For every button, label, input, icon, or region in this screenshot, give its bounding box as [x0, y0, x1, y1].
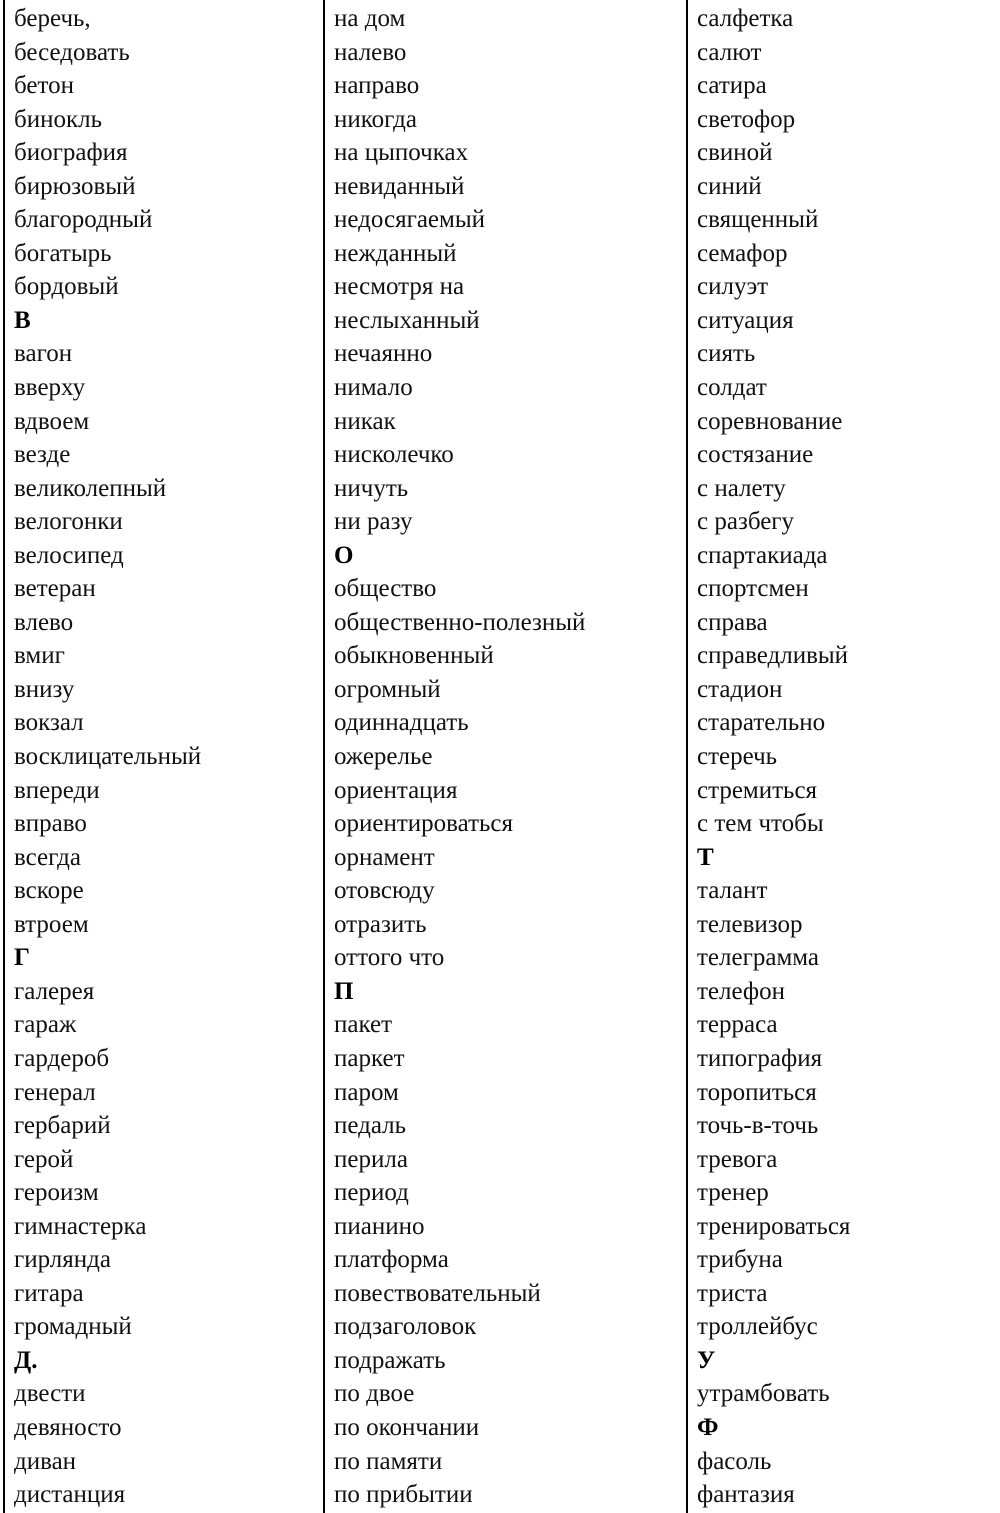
letter-heading: У [697, 1346, 716, 1374]
word-item: герой [14, 1145, 74, 1173]
word-item: влево [14, 608, 74, 636]
word-item: солдат [697, 374, 767, 402]
word-item: с тем чтобы [697, 810, 824, 838]
word-item: гитара [14, 1279, 84, 1307]
word-item: великолепный [14, 474, 167, 502]
word-item: вверху [14, 374, 86, 402]
word-item: телевизор [697, 910, 803, 938]
word-item: отовсюду [334, 877, 435, 905]
word-item: платформа [334, 1246, 449, 1274]
word-item: стеречь [697, 743, 778, 771]
word-item: гараж [14, 1011, 77, 1039]
word-item: впереди [14, 776, 100, 804]
word-list-table [3, 0, 1000, 1513]
word-item: внизу [14, 675, 75, 703]
word-item: по прибытии [334, 1481, 473, 1509]
word-item: втроем [14, 910, 89, 938]
word-item: с разбегу [697, 508, 795, 536]
word-item: стремиться [697, 776, 818, 804]
word-item: светофор [697, 105, 796, 133]
word-item: терраса [697, 1011, 778, 1039]
word-item: вокзал [14, 709, 84, 737]
word-item: вагон [14, 340, 73, 368]
word-item: вскоре [14, 877, 84, 905]
word-item: фантазия [697, 1481, 795, 1509]
word-item: вправо [14, 810, 87, 838]
word-item: спортсмен [697, 575, 809, 603]
word-item: повествовательный [334, 1279, 541, 1307]
letter-heading: О [334, 541, 354, 569]
word-item: свиной [697, 139, 773, 167]
letter-heading: Д. [14, 1346, 38, 1374]
word-item: трибуна [697, 1246, 783, 1274]
word-item: на цыпочках [334, 139, 469, 167]
word-item: бордовый [14, 273, 119, 301]
word-item: нежданный [334, 239, 457, 267]
word-item: нимало [334, 374, 413, 402]
letter-heading: Г [14, 944, 30, 972]
word-item: вмиг [14, 642, 65, 670]
word-item: направо [334, 72, 420, 100]
word-item: бинокль [14, 105, 103, 133]
word-item: богатырь [14, 239, 112, 267]
word-item: обыкновенный [334, 642, 494, 670]
word-item: пакет [334, 1011, 393, 1039]
word-item: стадион [697, 675, 783, 703]
word-column-2 [324, 0, 687, 1513]
word-item: сатира [697, 72, 767, 100]
word-item: ориентироваться [334, 810, 514, 838]
word-item: тревога [697, 1145, 778, 1173]
word-item: общественно-полезный [334, 608, 586, 636]
word-item: велогонки [14, 508, 123, 536]
word-item: никак [334, 407, 396, 435]
word-item: никогда [334, 105, 417, 133]
word-item: одиннадцать [334, 709, 469, 737]
word-column-1 [4, 0, 324, 1513]
word-item: гербарий [14, 1112, 111, 1140]
word-item: отразить [334, 910, 427, 938]
word-item: сиять [697, 340, 756, 368]
word-item: гирлянда [14, 1246, 111, 1274]
word-item: громадный [14, 1313, 132, 1341]
word-item: по окончании [334, 1413, 480, 1441]
word-item: диван [14, 1447, 77, 1475]
word-item: везде [14, 441, 71, 469]
word-item: салфетка [697, 5, 794, 32]
word-item: бирюзовый [14, 172, 136, 200]
word-item: ветеран [14, 575, 96, 603]
word-item: салют [697, 38, 762, 66]
word-item: тренер [697, 1179, 769, 1207]
word-item: неслыханный [334, 306, 480, 334]
word-item: триста [697, 1279, 768, 1307]
word-item: общество [334, 575, 437, 603]
word-item: телефон [697, 977, 785, 1005]
word-item: синий [697, 172, 762, 200]
word-item: старательно [697, 709, 826, 737]
word-item: пианино [334, 1212, 425, 1240]
letter-heading: Т [697, 843, 714, 871]
word-item: ожерелье [334, 743, 433, 771]
word-item: справедливый [697, 642, 849, 670]
word-item: ничуть [334, 474, 409, 502]
word-item: вдвоем [14, 407, 90, 435]
word-item: оттого что [334, 944, 445, 972]
word-item: нисколечко [334, 441, 454, 469]
word-column-3 [687, 0, 1000, 1513]
word-item: по памяти [334, 1447, 443, 1475]
word-item: точь-в-точь [697, 1112, 819, 1140]
word-item: силуэт [697, 273, 769, 301]
word-item: состязание [697, 441, 814, 469]
word-item: подражать [334, 1346, 446, 1374]
word-item: бетон [14, 72, 74, 100]
word-item: гардероб [14, 1044, 110, 1072]
word-item: утрамбовать [697, 1380, 830, 1408]
word-item: справа [697, 608, 768, 636]
word-item: дистанция [14, 1481, 126, 1509]
word-item: орнамент [334, 843, 435, 871]
word-item: всегда [14, 843, 81, 871]
letter-heading: В [14, 306, 31, 334]
word-item: нечаянно [334, 340, 433, 368]
word-item: священный [697, 206, 819, 234]
word-item: подзаголовок [334, 1313, 477, 1341]
word-item: галерея [14, 977, 95, 1005]
word-item: гимнастерка [14, 1212, 147, 1240]
word-item: соревнование [697, 407, 843, 435]
word-item: типография [697, 1044, 823, 1072]
word-item: ориентация [334, 776, 458, 804]
word-item: генерал [14, 1078, 96, 1106]
word-item: талант [697, 877, 768, 905]
word-item: торопиться [697, 1078, 817, 1106]
word-item: недосягаемый [334, 206, 486, 234]
word-item: восклицательный [14, 743, 202, 771]
word-item: спартакиада [697, 541, 828, 569]
word-item: беседовать [14, 38, 130, 66]
word-item: героизм [14, 1179, 99, 1207]
word-item: огромный [334, 675, 441, 703]
word-item: с налету [697, 474, 786, 502]
word-item: несмотря на [334, 273, 465, 301]
word-item: телеграмма [697, 944, 820, 972]
word-item: биография [14, 139, 128, 167]
word-item: троллейбус [697, 1313, 818, 1341]
word-item: перила [334, 1145, 408, 1173]
word-item: двести [14, 1380, 86, 1408]
word-item: на дом [334, 5, 406, 32]
word-item: семафор [697, 239, 788, 267]
word-item: фасоль [697, 1447, 772, 1475]
word-item: тренироваться [697, 1212, 851, 1240]
word-item: период [334, 1179, 409, 1207]
word-item: благородный [14, 206, 153, 234]
word-item: по двое [334, 1380, 415, 1408]
word-item: ни разу [334, 508, 413, 536]
letter-heading: П [334, 977, 354, 1005]
word-item: велосипед [14, 541, 124, 569]
word-item: ситуация [697, 306, 794, 334]
word-item: педаль [334, 1112, 407, 1140]
word-item: беречь, [14, 5, 91, 32]
word-item: девяносто [14, 1413, 122, 1441]
letter-heading: Ф [697, 1413, 719, 1441]
word-item: паркет [334, 1044, 405, 1072]
word-item: невиданный [334, 172, 465, 200]
word-list-row [4, 0, 1000, 1513]
word-item: налево [334, 38, 407, 66]
word-item: паром [334, 1078, 399, 1106]
